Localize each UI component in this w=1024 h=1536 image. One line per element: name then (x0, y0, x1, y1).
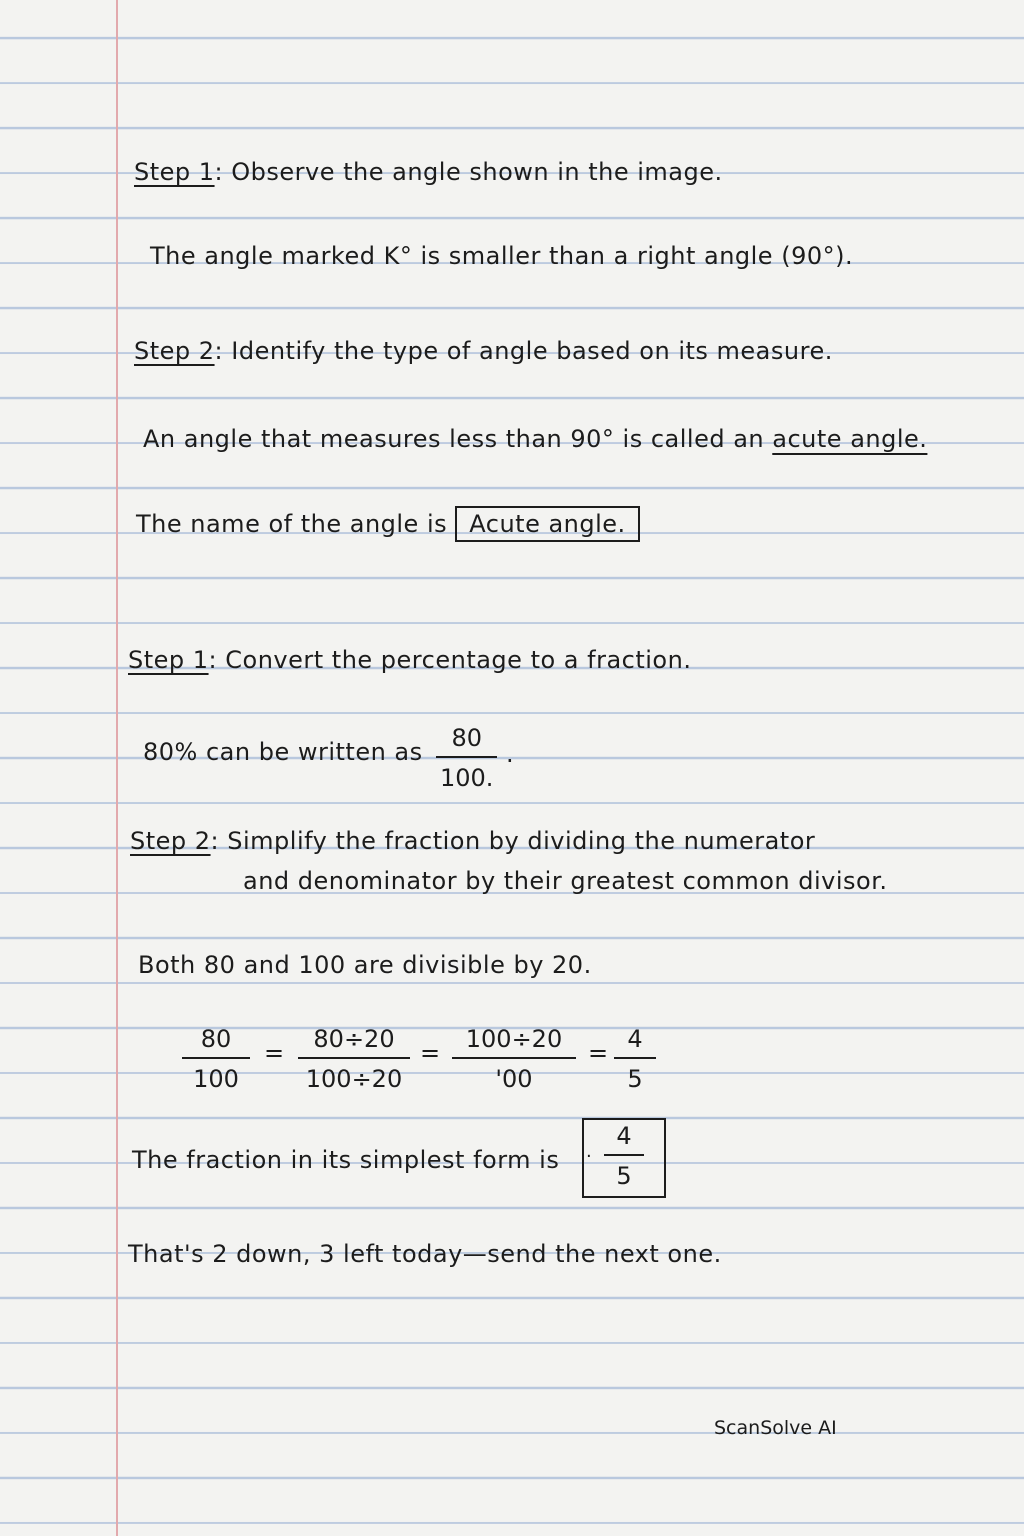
denominator: 100÷20 (305, 1065, 403, 1093)
equals-sign: = (420, 1039, 441, 1067)
equals-sign: = (588, 1039, 609, 1067)
eq-fraction-1 (182, 1025, 250, 1093)
numerator: 80 (451, 724, 482, 752)
step-label: Step 2 (130, 827, 211, 855)
period: . (506, 740, 514, 768)
denominator: 5 (616, 1162, 632, 1190)
answer-box: Acute angle. (455, 506, 639, 542)
numerator: 4 (616, 1122, 632, 1150)
section2-step2 (130, 827, 815, 855)
section1-line2 (143, 425, 927, 453)
eq-fraction-4 (614, 1025, 656, 1093)
eq-fraction-3 (452, 1025, 576, 1093)
section2-step2-cont: and denominator by their greatest common divisor. (243, 867, 888, 895)
signature: ScanSolve AI (714, 1417, 837, 1439)
fraction-80-over-100 (436, 724, 497, 792)
section1-step2 (134, 337, 833, 365)
denominator: 100 (193, 1065, 239, 1093)
step-label: Step 2 (134, 337, 215, 365)
section2-step1 (128, 646, 691, 674)
section2-line2: Both 80 and 100 are divisible by 20. (138, 951, 592, 979)
answer-text: The name of the angle is (136, 510, 448, 538)
notebook-margin-line (116, 0, 118, 1536)
step-label: Step 1 (134, 158, 215, 186)
step-text: : Convert the percentage to a fraction. (208, 646, 692, 674)
answer-fraction (604, 1122, 644, 1190)
acute-angle-term: acute angle. (772, 425, 928, 453)
step-text: : Identify the type of angle based on its measure. (214, 337, 833, 365)
footer-note: That's 2 down, 3 left today—send the next one. (128, 1240, 722, 1268)
numerator: 80÷20 (313, 1025, 395, 1053)
section1-step1 (134, 158, 723, 186)
answer-dot: · (586, 1146, 592, 1167)
numerator: 4 (627, 1025, 643, 1053)
section1-answer (136, 506, 640, 542)
step-text: : Observe the angle shown in the image. (214, 158, 723, 186)
eq-fraction-2 (298, 1025, 410, 1093)
denominator: 100. (440, 764, 494, 792)
section1-line1: The angle marked K° is smaller than a right angle (90°). (150, 242, 854, 270)
denominator: '00 (495, 1065, 533, 1093)
section2-line1-text: 80% can be written as (143, 738, 423, 766)
equals-sign: = (264, 1039, 285, 1067)
step-label: Step 1 (128, 646, 209, 674)
section2-answer-text: The fraction in its simplest form is (132, 1146, 560, 1174)
numerator: 80 (200, 1025, 232, 1053)
step-text: : Simplify the fraction by dividing the numerator (210, 827, 816, 855)
denominator: 5 (627, 1065, 643, 1093)
numerator: 100÷20 (465, 1025, 563, 1053)
definition-text: An angle that measures less than 90° is called an (143, 425, 765, 453)
